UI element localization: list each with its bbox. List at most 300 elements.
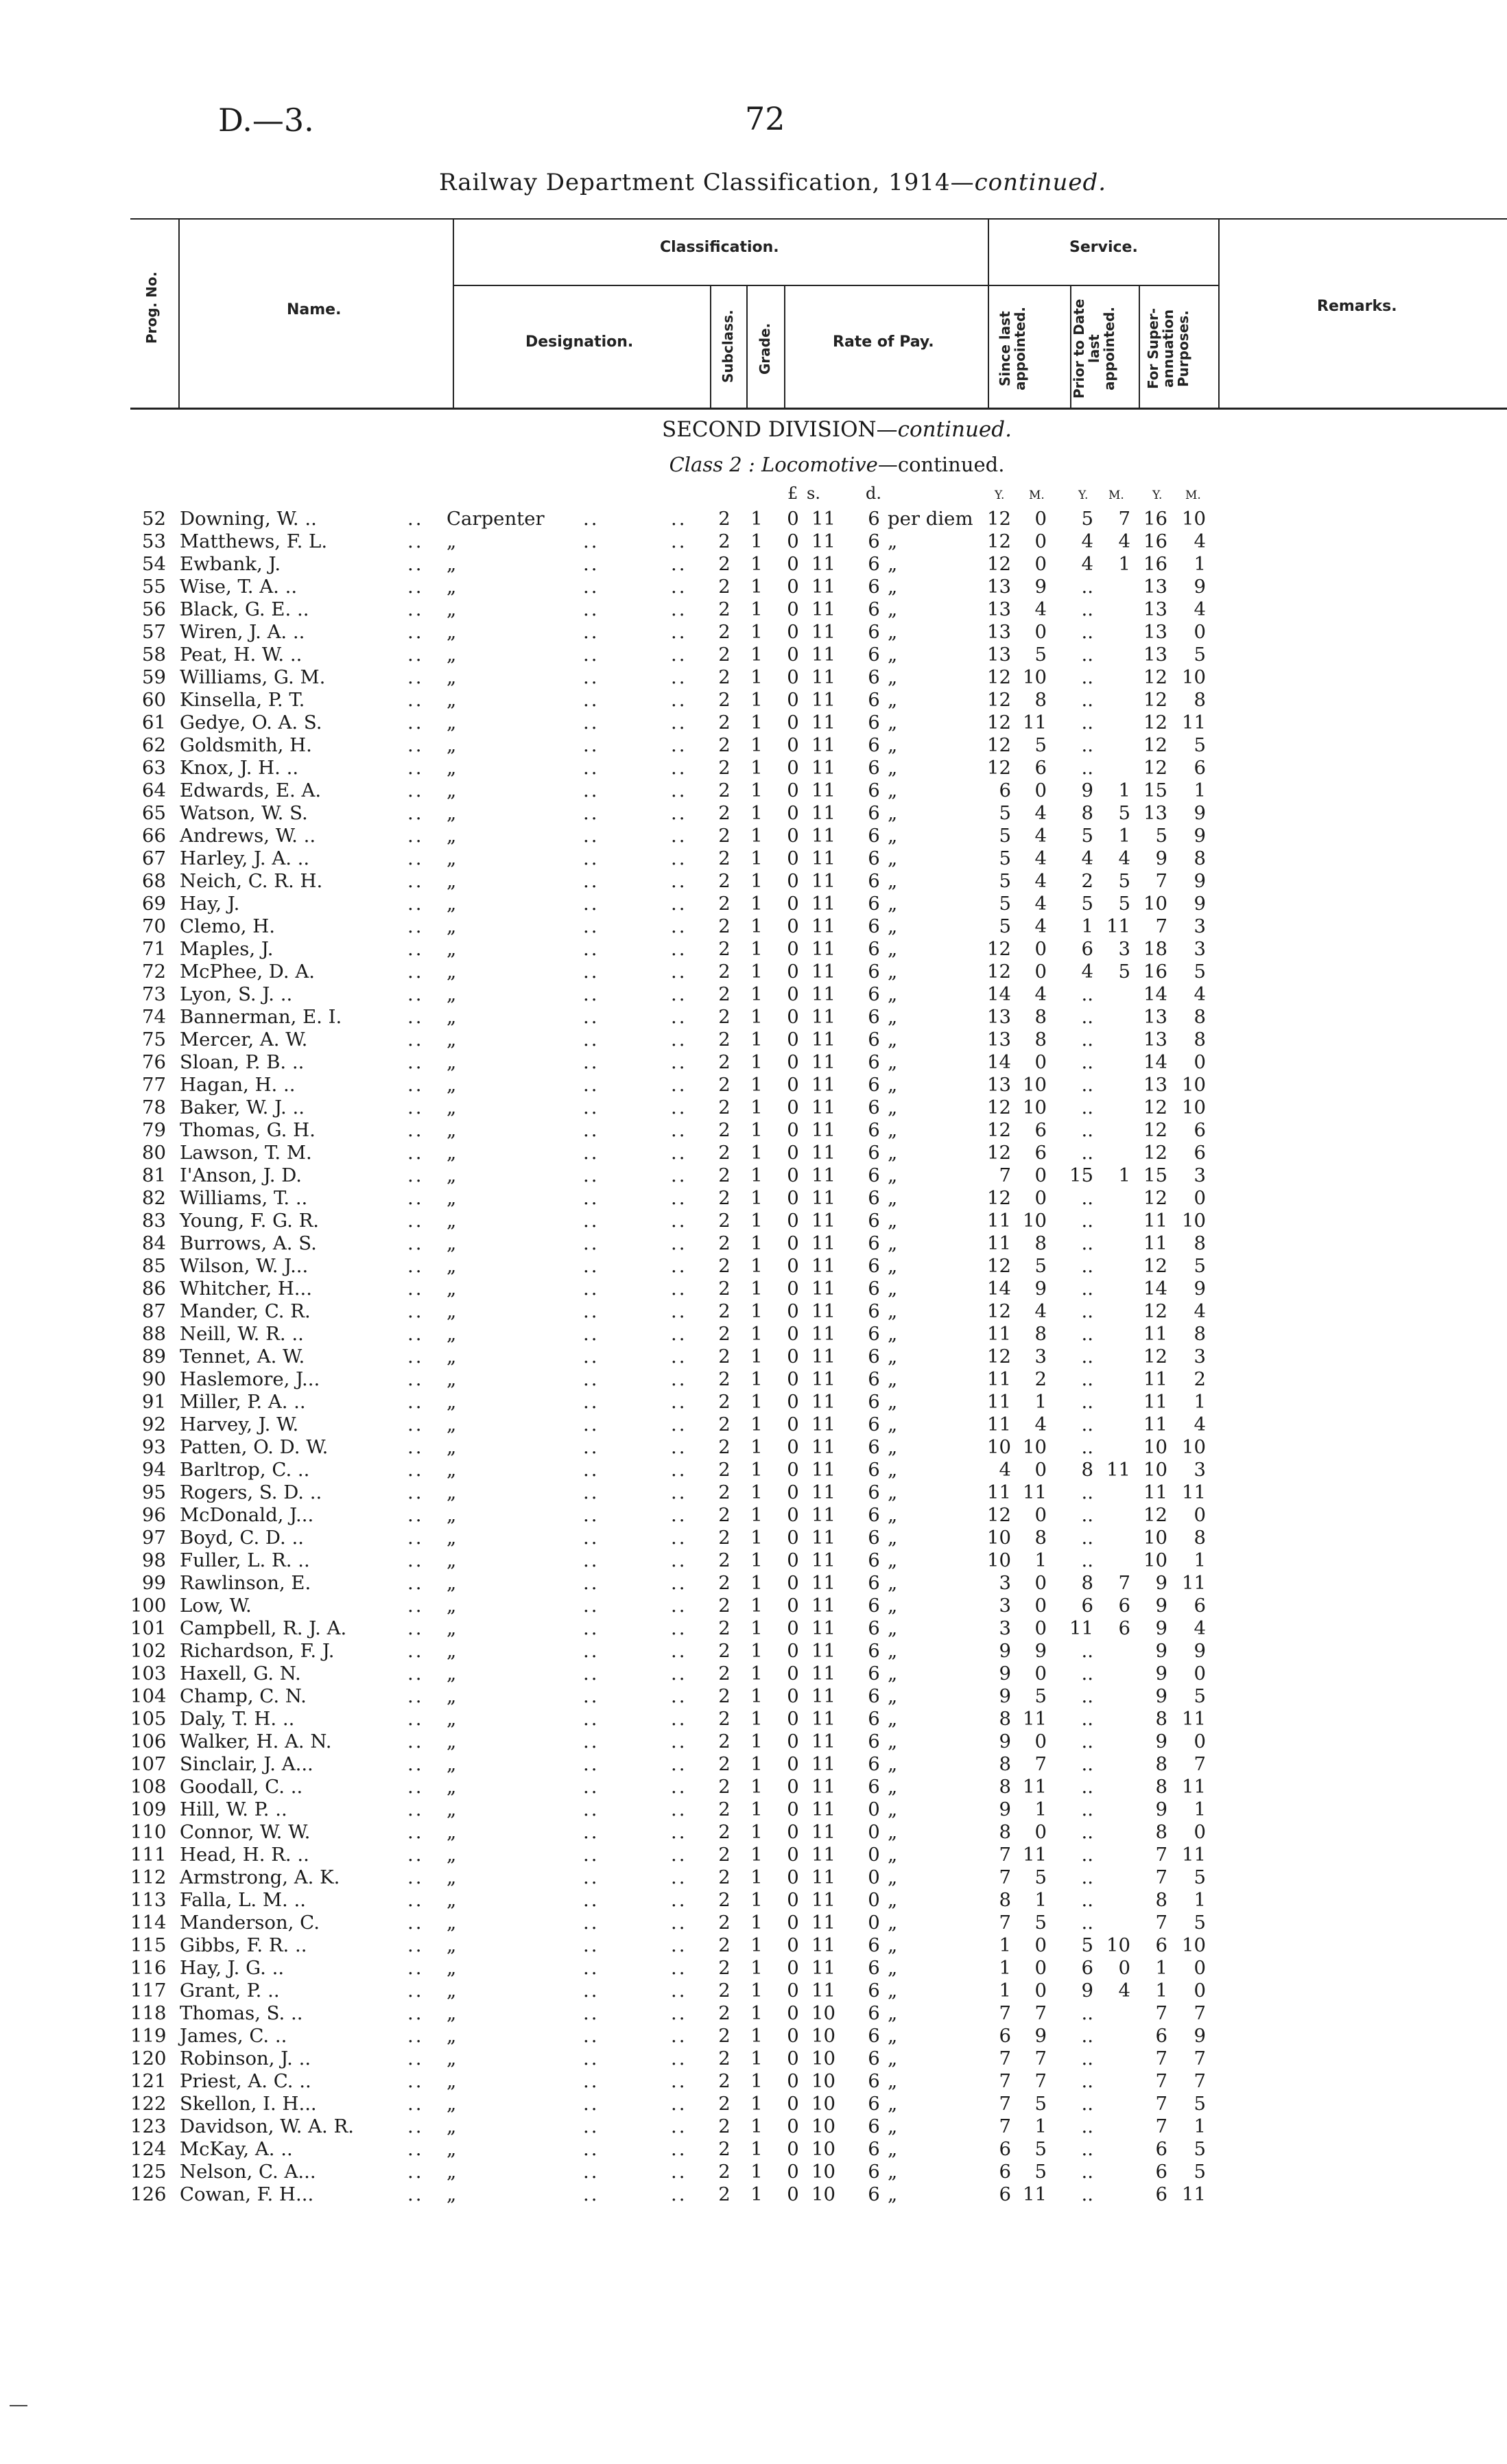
- rate-period: „: [888, 1821, 898, 1843]
- super-years: 12: [1143, 1346, 1167, 1368]
- since-months: 4: [1034, 983, 1047, 1005]
- designation: Carpenter: [447, 508, 545, 530]
- since-months: 5: [1034, 2138, 1047, 2160]
- table-row: [0, 1776, 1507, 1798]
- rate-shillings: 11: [811, 598, 835, 620]
- designation: „: [447, 2183, 457, 2205]
- prior-years: 1: [1081, 915, 1093, 937]
- rate-period: „: [888, 1278, 898, 1300]
- super-months: 1: [1194, 2115, 1206, 2137]
- grade: 1: [750, 1255, 763, 1277]
- leader-dots: ..: [407, 598, 424, 620]
- header-prog-no: Prog. No.: [143, 271, 160, 344]
- super-years: 9: [1155, 1685, 1167, 1707]
- leader-dots: ..: [407, 1187, 424, 1209]
- leader-dots: ..: [671, 1730, 687, 1752]
- rate-pence: 6: [868, 983, 880, 1005]
- prog-number: 112: [130, 1866, 167, 1888]
- leader-dots: ..: [583, 1006, 600, 1028]
- rate-pounds: 0: [787, 757, 799, 779]
- prog-number: 79: [142, 1119, 166, 1141]
- prior-years: ..: [1081, 1096, 1093, 1118]
- subclass: 2: [718, 1481, 731, 1503]
- since-years: 6: [999, 2183, 1011, 2205]
- designation: „: [447, 1006, 457, 1028]
- prog-number: 76: [142, 1051, 166, 1073]
- super-years: 12: [1143, 1096, 1167, 1118]
- prog-number: 72: [142, 961, 166, 983]
- prior-years: ..: [1081, 1300, 1093, 1322]
- since-years: 6: [999, 2138, 1011, 2160]
- table-row: [0, 1685, 1507, 1708]
- super-years: 12: [1143, 666, 1167, 688]
- prog-number: 107: [130, 1753, 167, 1775]
- super-months: 9: [1194, 2025, 1206, 2047]
- rate-pence: 6: [868, 1617, 880, 1639]
- super-years: 14: [1143, 1051, 1167, 1073]
- prog-number: 55: [142, 576, 166, 598]
- leader-dots: ..: [671, 802, 687, 824]
- rate-pounds: 0: [787, 1096, 799, 1118]
- rate-pounds: 0: [787, 1029, 799, 1051]
- grade: 1: [750, 530, 763, 552]
- rate-shillings: 11: [811, 1096, 835, 1118]
- super-years: 7: [1155, 915, 1167, 937]
- table-row: [0, 2161, 1507, 2183]
- since-months: 2: [1034, 1368, 1047, 1390]
- rate-pence: 6: [868, 779, 880, 801]
- since-years: 12: [987, 1346, 1011, 1368]
- prog-number: 83: [142, 1210, 166, 1232]
- prior-months: 6: [1118, 1617, 1130, 1639]
- since-years: 10: [987, 1527, 1011, 1549]
- leader-dots: ..: [583, 1640, 600, 1662]
- subclass: 2: [718, 1029, 731, 1051]
- rate-period: „: [888, 2002, 898, 2024]
- leader-dots: ..: [583, 1708, 600, 1730]
- since-years: 12: [987, 961, 1011, 983]
- leader-dots: ..: [583, 598, 600, 620]
- prior-months: 3: [1118, 938, 1130, 960]
- prior-years: 9: [1081, 1980, 1093, 2002]
- leader-dots: ..: [671, 2183, 687, 2205]
- subclass: 2: [718, 961, 731, 983]
- grade: 1: [750, 598, 763, 620]
- designation: „: [447, 2025, 457, 2047]
- grade: 1: [750, 1368, 763, 1390]
- prior-years: ..: [1081, 2070, 1093, 2092]
- leader-dots: ..: [583, 1278, 600, 1300]
- grade: 1: [750, 1821, 763, 1843]
- super-months: 9: [1194, 870, 1206, 892]
- super-years: 16: [1143, 553, 1167, 575]
- leader-dots: ..: [583, 1572, 600, 1594]
- designation: „: [447, 1889, 457, 1911]
- grade: 1: [750, 1481, 763, 1503]
- leader-dots: ..: [407, 508, 424, 530]
- leader-dots: ..: [671, 1821, 687, 1843]
- leader-dots: ..: [407, 2115, 424, 2137]
- rate-pounds: 0: [787, 2161, 799, 2183]
- leader-dots: ..: [407, 757, 424, 779]
- subclass: 2: [718, 1232, 731, 1254]
- super-years: 8: [1155, 1753, 1167, 1775]
- since-months: 0: [1034, 1957, 1047, 1979]
- page-title: [439, 169, 1106, 196]
- employee-name: Campbell, R. J. A.: [180, 1617, 347, 1639]
- designation: „: [447, 1504, 457, 1526]
- leader-dots: ..: [583, 1391, 600, 1413]
- designation: „: [447, 1798, 457, 1820]
- since-months: 4: [1034, 870, 1047, 892]
- designation: „: [447, 2115, 457, 2137]
- rate-pounds: 0: [787, 802, 799, 824]
- leader-dots: ..: [407, 2093, 424, 2115]
- rate-pounds: 0: [787, 1210, 799, 1232]
- super-months: 4: [1194, 983, 1206, 1005]
- subclass: 2: [718, 1413, 731, 1435]
- table-row: [0, 1866, 1507, 1889]
- prog-number: 69: [142, 893, 166, 915]
- page-title-italic: continued.: [974, 169, 1107, 196]
- grade: 1: [750, 1980, 763, 2002]
- employee-name: Edwards, E. A.: [180, 779, 322, 801]
- super-years: 9: [1155, 847, 1167, 869]
- leader-dots: ..: [583, 1232, 600, 1254]
- super-months: 11: [1182, 1572, 1206, 1594]
- designation: „: [447, 1844, 457, 1866]
- rate-pence: 6: [868, 870, 880, 892]
- super-years: 13: [1143, 644, 1167, 666]
- employee-name: James, C. ..: [180, 2025, 287, 2047]
- grade: 1: [750, 2070, 763, 2092]
- leader-dots: ..: [671, 2161, 687, 2183]
- grade: 1: [750, 1776, 763, 1798]
- rate-shillings: 11: [811, 847, 835, 869]
- prog-number: 58: [142, 644, 166, 666]
- subclass: 2: [718, 1006, 731, 1028]
- leader-dots: ..: [671, 893, 687, 915]
- since-months: 11: [1023, 2183, 1047, 2205]
- prior-years: ..: [1081, 712, 1093, 734]
- rate-shillings: 10: [811, 2070, 835, 2092]
- leader-dots: ..: [671, 1934, 687, 1956]
- since-years: 12: [987, 1096, 1011, 1118]
- leader-dots: ..: [671, 1459, 687, 1481]
- since-years: 5: [999, 915, 1011, 937]
- rate-period: „: [888, 1640, 898, 1662]
- rate-pence: 6: [868, 1504, 880, 1526]
- designation: „: [447, 1640, 457, 1662]
- since-years: 10: [987, 1436, 1011, 1458]
- rate-pounds: 0: [787, 2093, 799, 2115]
- designation: „: [447, 1459, 457, 1481]
- rate-pounds: 0: [787, 1798, 799, 1820]
- subclass: 2: [718, 644, 731, 666]
- rate-pounds: 0: [787, 2048, 799, 2069]
- rate-pence: 6: [868, 825, 880, 847]
- prog-number: 115: [130, 1934, 167, 1956]
- rate-shillings: 11: [811, 779, 835, 801]
- grade: 1: [750, 2161, 763, 2183]
- rate-pence: 6: [868, 621, 880, 643]
- since-months: 10: [1023, 666, 1047, 688]
- super-years: 11: [1143, 1413, 1167, 1435]
- super-years: 12: [1143, 734, 1167, 756]
- super-years: 9: [1155, 1617, 1167, 1639]
- rate-pence: 6: [868, 666, 880, 688]
- leader-dots: ..: [671, 1368, 687, 1390]
- leader-dots: ..: [407, 1210, 424, 1232]
- designation: „: [447, 1300, 457, 1322]
- subclass: 2: [718, 1844, 731, 1866]
- prior-months: 4: [1118, 530, 1130, 552]
- leader-dots: ..: [583, 576, 600, 598]
- rate-pence: 6: [868, 1187, 880, 1209]
- staff-table-body: [0, 508, 1507, 2206]
- rate-shillings: 11: [811, 530, 835, 552]
- subclass: 2: [718, 1210, 731, 1232]
- super-months: 5: [1194, 2161, 1206, 2183]
- prior-years: ..: [1081, 689, 1093, 711]
- table-row: [0, 847, 1507, 870]
- since-months: 0: [1034, 1187, 1047, 1209]
- super-months: 1: [1194, 1549, 1206, 1571]
- rate-pounds: 0: [787, 1346, 799, 1368]
- table-row: [0, 983, 1507, 1006]
- subclass: 2: [718, 870, 731, 892]
- since-months: 0: [1034, 1595, 1047, 1617]
- prior-years: ..: [1081, 644, 1093, 666]
- rate-pence: 0: [868, 1844, 880, 1866]
- leader-dots: ..: [671, 779, 687, 801]
- leader-dots: ..: [407, 666, 424, 688]
- rate-period: „: [888, 1572, 898, 1594]
- leader-dots: ..: [583, 644, 600, 666]
- leader-dots: ..: [583, 1436, 600, 1458]
- leader-dots: ..: [671, 870, 687, 892]
- since-years: 7: [999, 1866, 1011, 1888]
- employee-name: Haxell, G. N.: [180, 1663, 301, 1685]
- leader-dots: ..: [583, 1980, 600, 2002]
- super-months: 11: [1182, 1776, 1206, 1798]
- prog-number: 113: [130, 1889, 167, 1911]
- employee-name: Peat, H. W. ..: [180, 644, 302, 666]
- leader-dots: ..: [583, 1730, 600, 1752]
- leader-dots: ..: [407, 1640, 424, 1662]
- super-months: 5: [1194, 734, 1206, 756]
- prior-years: 8: [1081, 1572, 1093, 1594]
- designation: „: [447, 757, 457, 779]
- leader-dots: ..: [583, 1051, 600, 1073]
- leader-dots: ..: [583, 2115, 600, 2137]
- employee-name: Wiren, J. A. ..: [180, 621, 305, 643]
- designation: „: [447, 689, 457, 711]
- prog-number: 77: [142, 1074, 166, 1096]
- since-years: 12: [987, 1504, 1011, 1526]
- subclass: 2: [718, 938, 731, 960]
- rate-period: „: [888, 2183, 898, 2205]
- employee-name: Neill, W. R. ..: [180, 1323, 304, 1345]
- rate-pence: 6: [868, 1685, 880, 1707]
- designation: „: [447, 1119, 457, 1141]
- employee-name: Tennet, A. W.: [180, 1346, 305, 1368]
- prior-years: ..: [1081, 1730, 1093, 1752]
- prog-number: 100: [130, 1595, 167, 1617]
- grade: 1: [750, 870, 763, 892]
- prior-years: ..: [1081, 1391, 1093, 1413]
- class-label: Class 2 :: [669, 453, 755, 476]
- rate-pence: 0: [868, 1866, 880, 1888]
- designation: „: [447, 1572, 457, 1594]
- rate-pounds: 0: [787, 598, 799, 620]
- employee-name: Matthews, F. L.: [180, 530, 328, 552]
- rate-period: „: [888, 576, 898, 598]
- since-months: 1: [1034, 1391, 1047, 1413]
- since-years: 1: [999, 1934, 1011, 1956]
- rate-pounds: 0: [787, 1300, 799, 1322]
- rate-pence: 6: [868, 757, 880, 779]
- header-divider: [988, 218, 989, 409]
- since-months: 4: [1034, 825, 1047, 847]
- employee-name: Baker, W. J. ..: [180, 1096, 305, 1118]
- header-subclass: Subclass.: [720, 309, 736, 384]
- since-years: 8: [999, 1889, 1011, 1911]
- employee-name: Whitcher, H...: [180, 1278, 313, 1300]
- leader-dots: ..: [583, 1323, 600, 1345]
- header-service: Service.: [1069, 239, 1138, 256]
- super-months: 8: [1194, 847, 1206, 869]
- table-row: [0, 598, 1507, 621]
- leader-dots: ..: [407, 1391, 424, 1413]
- leader-dots: ..: [407, 1957, 424, 1979]
- prog-number: 86: [142, 1278, 166, 1300]
- since-months: 7: [1034, 2048, 1047, 2069]
- rate-pounds: 0: [787, 621, 799, 643]
- since-months: 4: [1034, 915, 1047, 937]
- prior-years: ..: [1081, 1346, 1093, 1368]
- rate-pounds: 0: [787, 847, 799, 869]
- since-years: 5: [999, 847, 1011, 869]
- super-years: 7: [1155, 2070, 1167, 2092]
- grade: 1: [750, 1142, 763, 1164]
- table-row: [0, 1074, 1507, 1096]
- employee-name: Hay, J. G. ..: [180, 1957, 285, 1979]
- super-months: 3: [1194, 1346, 1206, 1368]
- grade: 1: [750, 1527, 763, 1549]
- table-row: [0, 1912, 1507, 1934]
- leader-dots: ..: [407, 553, 424, 575]
- rate-pounds: 0: [787, 1844, 799, 1866]
- table-row: [0, 1459, 1507, 1481]
- header-grade: Grade.: [757, 322, 773, 375]
- designation: „: [447, 870, 457, 892]
- rate-pounds: 0: [787, 1708, 799, 1730]
- prior-years: 5: [1081, 825, 1093, 847]
- since-years: 6: [999, 779, 1011, 801]
- rate-pence: 6: [868, 1051, 880, 1073]
- since-years: 12: [987, 666, 1011, 688]
- employee-name: Young, F. G. R.: [180, 1210, 320, 1232]
- since-years: 7: [999, 2048, 1011, 2069]
- prog-number: 108: [130, 1776, 167, 1798]
- leader-dots: ..: [407, 1844, 424, 1866]
- super-months: 5: [1194, 1912, 1206, 1934]
- since-months: 5: [1034, 1685, 1047, 1707]
- leader-dots: ..: [407, 1232, 424, 1254]
- table-row: [0, 1595, 1507, 1617]
- employee-name: Wilson, W. J...: [180, 1255, 309, 1277]
- prior-years: ..: [1081, 1776, 1093, 1798]
- prior-years: ..: [1081, 1527, 1093, 1549]
- rate-pounds: 0: [787, 2070, 799, 2092]
- employee-name: Mander, C. R.: [180, 1300, 311, 1322]
- leader-dots: ..: [671, 1957, 687, 1979]
- table-row: [0, 1957, 1507, 1980]
- prog-number: 81: [142, 1164, 166, 1186]
- rate-shillings: 10: [811, 2048, 835, 2069]
- rate-period: „: [888, 1866, 898, 1888]
- leader-dots: ..: [671, 1776, 687, 1798]
- prog-number: 64: [142, 779, 166, 801]
- rate-pence: 6: [868, 1776, 880, 1798]
- grade: 1: [750, 847, 763, 869]
- subclass: 2: [718, 2115, 731, 2137]
- since-years: 14: [987, 1051, 1011, 1073]
- grade: 1: [750, 576, 763, 598]
- prog-number: 71: [142, 938, 166, 960]
- prog-number: 57: [142, 621, 166, 643]
- designation: „: [447, 1278, 457, 1300]
- leader-dots: ..: [671, 1255, 687, 1277]
- leader-dots: ..: [407, 1029, 424, 1051]
- rate-shillings: 11: [811, 1232, 835, 1254]
- leader-dots: ..: [671, 508, 687, 530]
- table-row: [0, 2093, 1507, 2115]
- leader-dots: ..: [671, 1889, 687, 1911]
- table-row: [0, 1391, 1507, 1413]
- grade: 1: [750, 1187, 763, 1209]
- super-years: 16: [1143, 508, 1167, 530]
- table-row: [0, 1821, 1507, 1844]
- rate-pounds: 0: [787, 1753, 799, 1775]
- since-years: 8: [999, 1708, 1011, 1730]
- super-months: 10: [1182, 1096, 1206, 1118]
- rate-shillings: 11: [811, 1549, 835, 1571]
- subclass: 2: [718, 779, 731, 801]
- rate-shillings: 11: [811, 983, 835, 1005]
- rate-pounds: 0: [787, 1278, 799, 1300]
- since-months: 7: [1034, 1753, 1047, 1775]
- prior-years: ..: [1081, 1323, 1093, 1345]
- subclass: 2: [718, 734, 731, 756]
- rate-pence: 6: [868, 2161, 880, 2183]
- rate-pounds: 0: [787, 1391, 799, 1413]
- rate-pounds: 0: [787, 1006, 799, 1028]
- rate-period: „: [888, 2048, 898, 2069]
- leader-dots: ..: [407, 1323, 424, 1345]
- leader-dots: ..: [407, 734, 424, 756]
- super-years: 7: [1155, 1844, 1167, 1866]
- leader-dots: ..: [407, 621, 424, 643]
- since-months: 8: [1034, 689, 1047, 711]
- leader-dots: ..: [407, 1346, 424, 1368]
- subclass: 2: [718, 1391, 731, 1413]
- employee-name: Maples, J.: [180, 938, 274, 960]
- rate-pounds: 0: [787, 938, 799, 960]
- rate-pence: 0: [868, 1889, 880, 1911]
- table-row: [0, 666, 1507, 689]
